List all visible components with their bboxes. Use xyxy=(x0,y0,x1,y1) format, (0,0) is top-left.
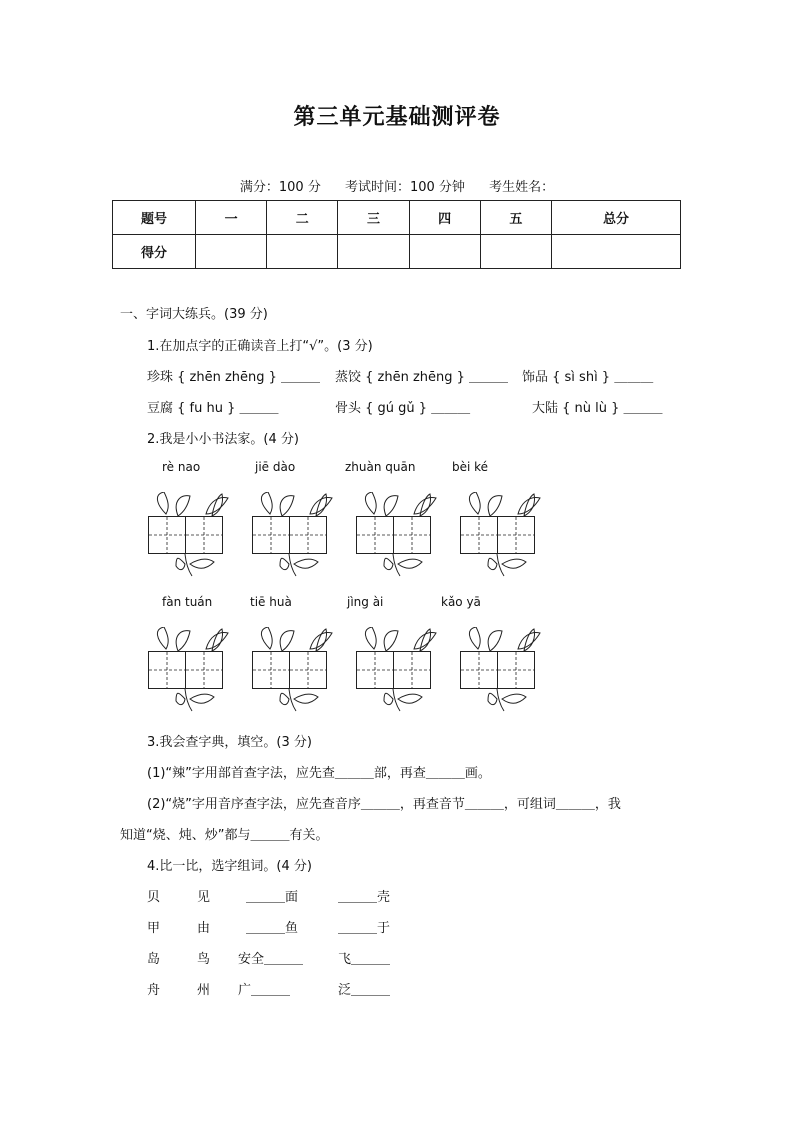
page-title: 第三单元基础测评卷 xyxy=(293,104,501,130)
score-cell[interactable] xyxy=(409,235,480,269)
q4-char: 岛 xyxy=(147,952,161,967)
q4-char: 由 xyxy=(197,921,211,936)
score-cell[interactable] xyxy=(551,235,680,269)
score-row-label: 得分 xyxy=(113,235,196,269)
pinyin-label: zhuàn quān xyxy=(345,460,416,474)
q3-line: (2)“烧”字用音序查字法，应先查音序＿＿＿，再查音节＿＿＿，可组词＿＿＿，我 xyxy=(147,797,621,812)
score-table-header: 总分 xyxy=(551,201,680,235)
q4-word: 安全＿＿＿ xyxy=(238,952,304,967)
score-table-score-row xyxy=(113,235,681,269)
section1-heading: 一、字词大练兵。(39 分) xyxy=(120,307,268,322)
writing-grid[interactable] xyxy=(148,627,230,715)
writing-grid[interactable] xyxy=(356,492,438,580)
q4-char: 见 xyxy=(197,890,211,905)
q1-item: 蒸饺 { zhēn zhēng } ＿＿＿ xyxy=(335,370,509,385)
score-cell[interactable] xyxy=(267,235,338,269)
score-table-header: 五 xyxy=(480,201,551,235)
score-table xyxy=(112,200,681,269)
q4-char: 贝 xyxy=(147,890,161,905)
score-table-header: 四 xyxy=(409,201,480,235)
q4-word: 飞＿＿＿ xyxy=(338,952,391,967)
q4-char: 甲 xyxy=(147,921,161,936)
exam-time: 考试时间：100 分钟 xyxy=(344,180,465,195)
q4-word: ＿＿＿壳 xyxy=(338,890,391,905)
pinyin-label: tiē huà xyxy=(250,595,292,609)
q1-item: 豆腐 { fu hu } ＿＿＿ xyxy=(147,401,279,416)
q4-word: ＿＿＿鱼 xyxy=(246,921,299,936)
score-cell[interactable] xyxy=(196,235,267,269)
score-table-header-row xyxy=(113,201,681,235)
q4-word: ＿＿＿于 xyxy=(338,921,391,936)
q1-item: 大陆 { nù lù } ＿＿＿ xyxy=(532,401,663,416)
writing-grid[interactable] xyxy=(460,492,542,580)
score-table-header: 二 xyxy=(267,201,338,235)
q4-char: 舟 xyxy=(147,983,161,998)
pinyin-label: jiē dào xyxy=(255,460,296,474)
score-cell[interactable] xyxy=(338,235,409,269)
q3-line: (1)“辣”字用部首查字法，应先查＿＿＿部，再查＿＿＿画。 xyxy=(147,766,491,781)
score-table-header: 一 xyxy=(196,201,267,235)
pinyin-label: bèi ké xyxy=(452,460,489,474)
q4-word: ＿＿＿面 xyxy=(246,890,299,905)
pinyin-label: fàn tuán xyxy=(162,595,213,609)
score-cell[interactable] xyxy=(480,235,551,269)
q1-item: 珍珠 { zhēn zhēng } ＿＿＿ xyxy=(147,370,321,385)
pinyin-label: kǎo yā xyxy=(441,595,481,609)
writing-grid[interactable] xyxy=(148,492,230,580)
q3-prompt: 3.我会查字典，填空。(3 分) xyxy=(147,735,312,750)
q4-char: 鸟 xyxy=(197,952,211,967)
q1-item: 饰品 { sì shì } ＿＿＿ xyxy=(522,370,654,385)
pinyin-label: jìng ài xyxy=(347,595,384,609)
q1-item: 骨头 { gú gǔ } ＿＿＿ xyxy=(335,401,471,416)
exam-info xyxy=(0,176,794,195)
q2-prompt: 2.我是小小书法家。(4 分) xyxy=(147,432,299,447)
writing-grid[interactable] xyxy=(460,627,542,715)
full-score: 满分：100 分 xyxy=(239,180,321,195)
score-table-header: 三 xyxy=(338,201,409,235)
student-name-label: 考生姓名： xyxy=(489,180,555,195)
q4-char: 州 xyxy=(197,983,211,998)
q3-line: 知道“烧、炖、炒”都与＿＿＿有关。 xyxy=(120,828,329,843)
pinyin-label: rè nao xyxy=(162,460,201,474)
q4-word: 广＿＿＿ xyxy=(238,983,291,998)
writing-grid[interactable] xyxy=(356,627,438,715)
writing-grid[interactable] xyxy=(252,627,334,715)
q4-prompt: 4.比一比，选字组词。(4 分) xyxy=(147,859,312,874)
q1-prompt: 1.在加点字的正确读音上打“√”。(3 分) xyxy=(147,339,373,354)
q4-word: 泛＿＿＿ xyxy=(338,983,391,998)
score-table-header: 题号 xyxy=(113,201,196,235)
writing-grid[interactable] xyxy=(252,492,334,580)
